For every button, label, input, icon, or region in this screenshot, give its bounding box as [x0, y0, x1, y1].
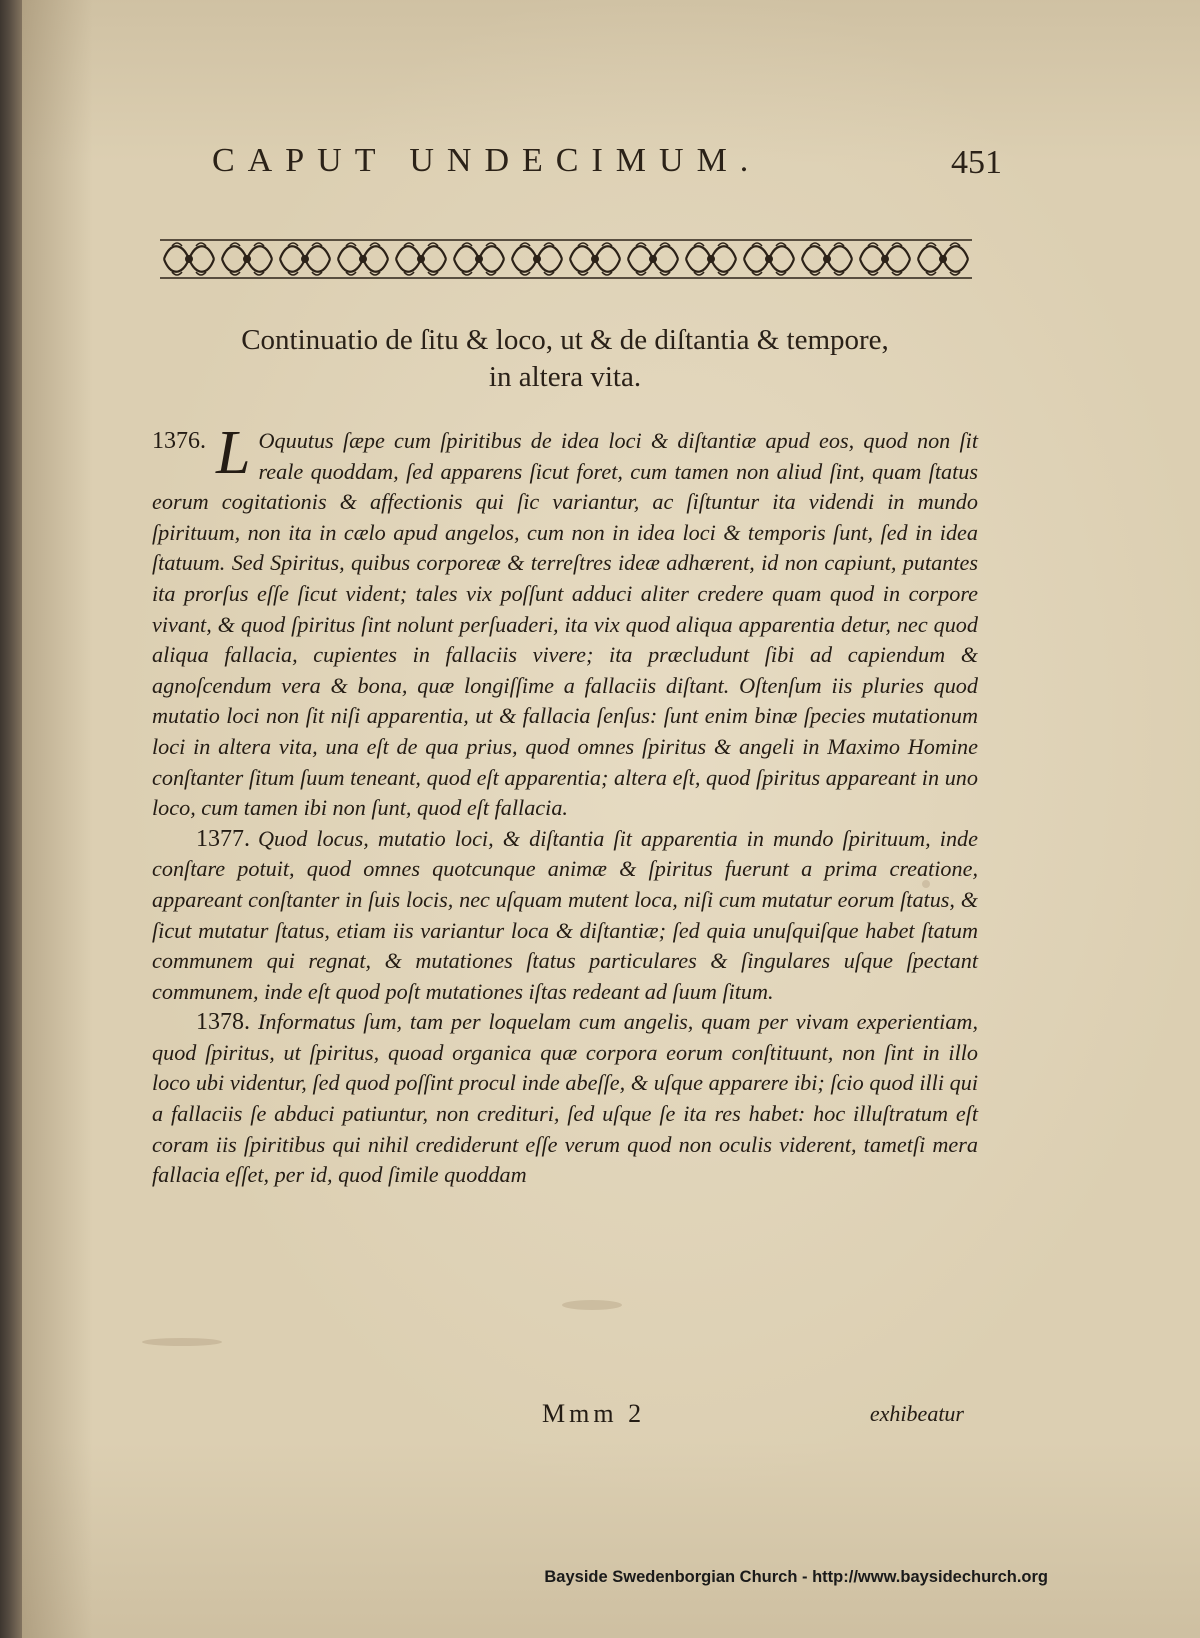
paragraph-text: Informatus ſum, tam per loquelam cum angelis, quam per vivam experientiam, quod ſpiritus, ut ſpiritus, quoad organica quæ corpora eorum conſtituunt, non ſint in illo loco ubi videntur, ſed quod poſſint procul inde abeſſe, & uſque apparere ibi; ſcio quod illi qui a fallaciis ſe abduci patiuntur, non credituri, ſed uſque ſe ita res habet: hoc illuſtratum eſt coram iis ſpiritibus qui nihil crediderunt eſſe verum quod non oculis viderent, tametſi mera fallacia eſſet, per id, quod ſimile quoddam: [152, 1009, 978, 1188]
signature-mark: Mmm 2: [542, 1399, 646, 1428]
paragraph-1378: [152, 1007, 978, 1191]
drop-initial: L: [216, 419, 251, 487]
chapter-heading-line-1: Continuatio de ſitu & loco, ut & de diſtantia & tempore,: [241, 324, 889, 356]
catchword: exhibeatur: [869, 1401, 964, 1426]
paragraph-text: Quod locus, mutatio loci, & diſtantia ſit apparentia in mundo ſpirituum, inde conſtare potuit, quod omnes quotcunque animæ & ſpiritus fuerunt a prima creatione, appareant conſtanter in ſuis locis, nec uſquam mutent loca, niſi cum mutatur eorum ſtatus, & ſicut mutatur ſtatus, etiam iis variantur loca & diſtantiæ; ſed quia unuſquiſque habet ſtatum communem qui regnat, & mutationes ſtatus particulares & ſingulares uſque ſpectant communem, inde eſt quod poſt mutationes iſtas redeant ad ſuum ſitum.: [152, 825, 978, 1004]
source-watermark: Bayside Swedenborgian Church - http://www.baysidechurch.org: [544, 1568, 1048, 1586]
page-number: 451: [951, 144, 1002, 181]
chapter-heading-line-2: in altera vita.: [488, 361, 642, 393]
body-text: [152, 419, 978, 1191]
running-head: [212, 134, 1002, 184]
paragraph-number: 1376.: [152, 428, 206, 454]
running-title: CAPUT UNDECIMUM.: [212, 142, 762, 179]
ornamental-band: [160, 234, 972, 284]
paragraph-number: 1377.: [196, 825, 250, 852]
page-footer: [152, 1399, 978, 1433]
book-gutter: [0, 0, 24, 1638]
paragraph-number: 1378.: [196, 1009, 250, 1036]
paragraph-1376: [152, 419, 978, 824]
paper-stain: [562, 1300, 622, 1310]
paper-stain: [142, 1338, 222, 1346]
paragraph-1377: [152, 824, 978, 1008]
paragraph-text: Oquutus ſæpe cum ſpiritibus de idea loci & diſtantiæ apud eos, quod non ſit reale quoddam, ſed apparens ſicut foret, cum tamen non aliud ſint, quam ſtatus eorum cogitationis & affectionis qui ſic variantur, ac ſiſtuntur ita videndi in mundo ſpirituum, non ita in cælo apud angelos, cum non in idea loci & temporis ſunt, ſed in idea ſtatuum. Sed Spiritus, quibus corporeæ & terreſtres ideæ adhærent, id non capiunt, putantes ita prorſus eſſe ſicut vident; tales vix poſſunt adduci aliter credere quam quod in corpore vivant, & quod ſpiritus ſint nolunt perſuaderi, ita vix quod aliqua apparentia detur, nec quod aliqua fallacia, cupientes in fallaciis vivere; ita præcludunt ſibi ad capiendum & agnoſcendum vera & bona, quæ longiſſime a fallaciis diſtant. Oſtenſum iis pluries quod mutatio loci non ſit niſi apparentia, ut & fallacia ſenſus: ſunt enim binæ ſpecies mutationum loci in altera vita, una eſt de qua prius, quod omnes ſpiritus & angeli in Maximo Homine conſtanter ſitum ſuum teneant, quod eſt apparentia; altera eſt, quod ſpiritus appareant in uno loco, cum tamen ibi non ſunt, quod eſt fallacia.: [152, 428, 978, 821]
chapter-heading: [150, 322, 980, 396]
